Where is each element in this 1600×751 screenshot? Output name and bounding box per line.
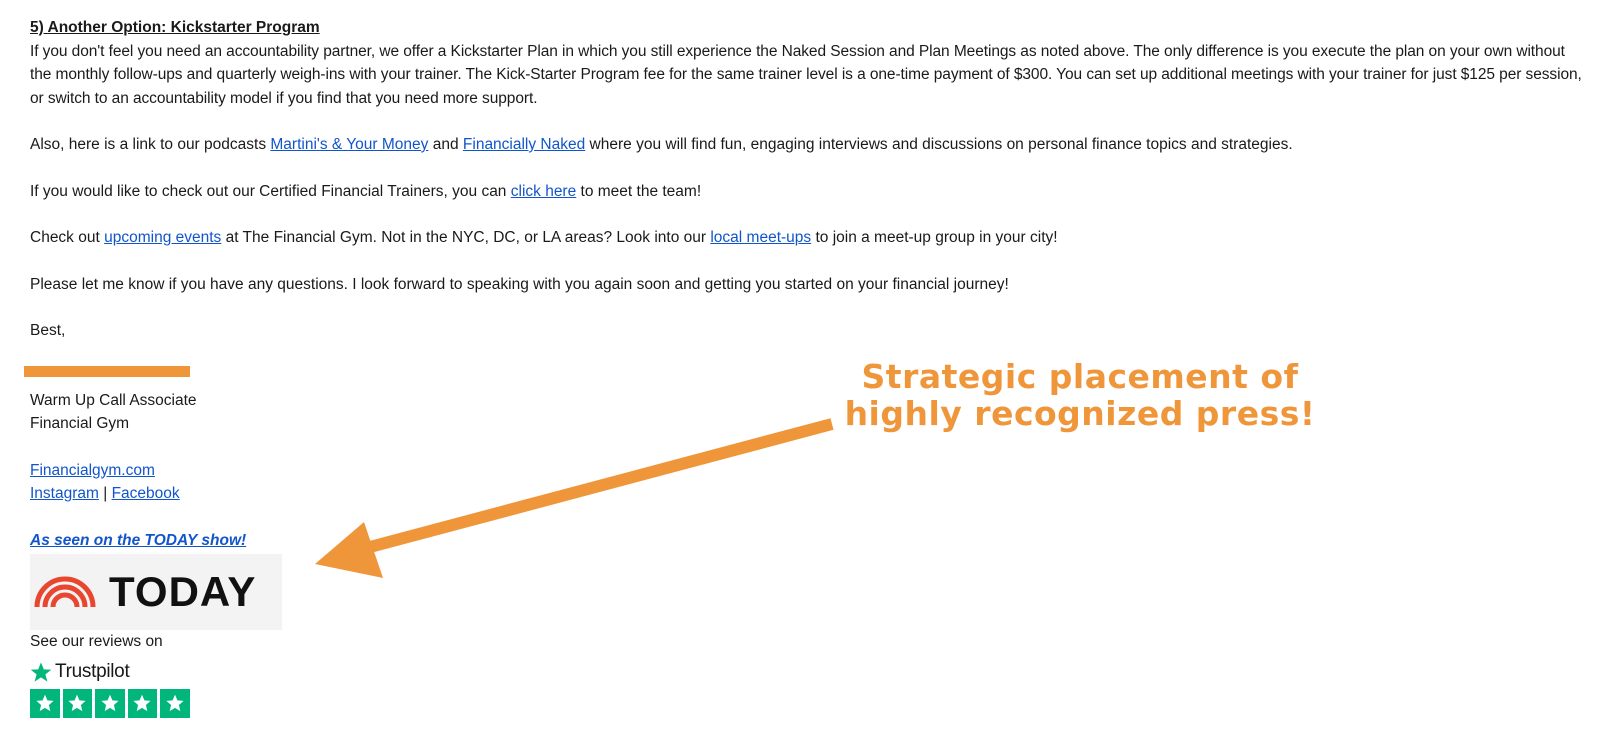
annotation-callout (820, 358, 1340, 432)
local-meetups-link[interactable]: local meet-ups (710, 229, 812, 246)
instagram-link[interactable]: Instagram (30, 485, 99, 502)
reviews-text: See our reviews on (30, 633, 163, 650)
signature-title: Warm Up Call Associate (30, 391, 197, 409)
trainers-paragraph: If you would like to check out our Certified Financial Trainers, you can click here to meet the team! (30, 182, 702, 200)
website-link[interactable]: Financialgym.com (30, 461, 155, 479)
martinis-podcast-link[interactable]: Martini's & Your Money (270, 136, 429, 153)
section-heading: 5) Another Option: Kickstarter Program (30, 19, 320, 36)
today-logo-text: TODAY (109, 568, 257, 615)
events-paragraph: Check out upcoming events at The Financial Gym. Not in the NYC, DC, or LA areas? Look into our local meet-ups to join a meet-up group in your city! (30, 229, 1058, 246)
financially-naked-podcast-link[interactable]: Financially Naked (462, 136, 586, 153)
signature-company: Financial Gym (30, 415, 130, 432)
annotation-line-1: Strategic placement of (861, 357, 1299, 396)
today-show-link[interactable]: As seen on the TODAY show! (30, 531, 247, 549)
upcoming-events-link[interactable]: upcoming events (104, 229, 222, 246)
annotation-line-2: highly recognized press! (844, 394, 1316, 433)
trustpilot-wordmark: Trustpilot (55, 660, 130, 682)
facebook-link[interactable]: Facebook (111, 485, 180, 502)
podcasts-paragraph: Also, here is a link to our podcasts Martini's & Your Money and Financially Naked where you will find fun, engaging interviews and discussions on personal finance topics and strategies. (30, 136, 1293, 153)
kickstarter-paragraph: If you don't feel you need an accountability partner, we offer a Kickstarter Plan in which you still experience the Naked Session and Plan Meetings as noted above. The only difference is you execute the plan on your own without the monthly follow-ups and quarterly weigh-ins with your trainer. The Kick-Starter Program fee for the same trainer level is a one-time payment of $300. You can set up additional meetings with your trainer for just $125 per session, or switch to an accountability model if you find that you need more support. (30, 42, 1582, 107)
sign-off: Best, (30, 322, 66, 339)
click-here-link[interactable]: click here (510, 182, 577, 200)
closing-paragraph: Please let me know if you have any questions. I look forward to speaking with you again soon and getting you started on your financial journey! (30, 275, 1009, 293)
social-links: Instagram | Facebook (30, 485, 180, 502)
